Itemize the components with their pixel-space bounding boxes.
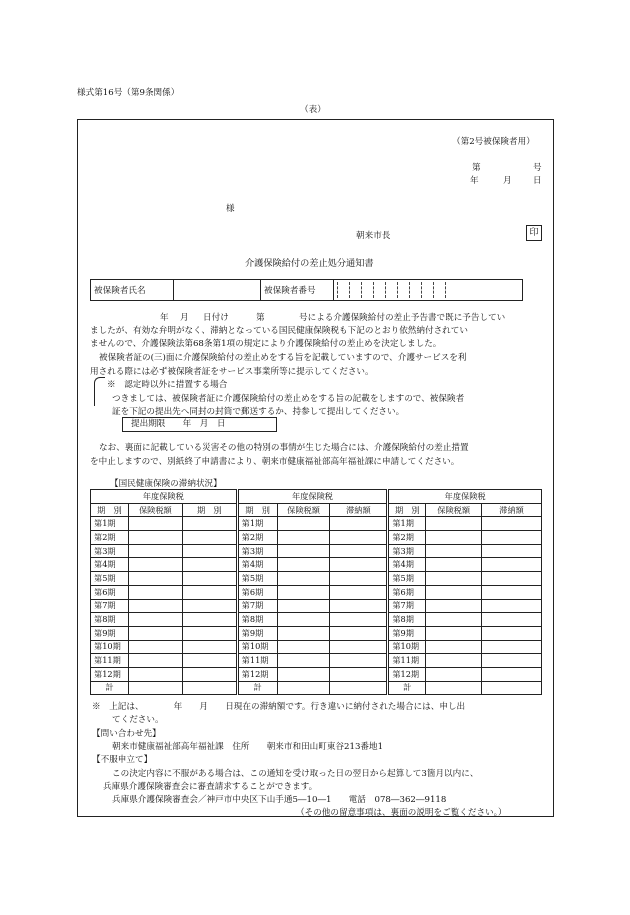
tax-amount-cell[interactable] [426, 626, 482, 640]
tax-period-label: 第10期 [388, 640, 426, 654]
table-row [91, 572, 542, 586]
date-month: 月 [503, 176, 512, 186]
tax-arrears-cell[interactable] [182, 558, 237, 572]
p3-line2: を中止しますので、別紙終了申請書により、朝来市健康福祉部高年福祉課に申請してください。 [90, 457, 460, 467]
insured-name-label: 被保険者氏名 [91, 280, 174, 301]
p1-day: 日付け [203, 313, 229, 323]
tax-amount-cell[interactable] [128, 640, 182, 654]
p3-line1: なお、裏面に記載している災害その他の特別の事情が生じた場合には、介護保険給付の差止措置 [99, 443, 469, 453]
table-row [91, 667, 542, 681]
tax-period-label: 第2期 [237, 531, 277, 545]
tax-amount-cell[interactable] [128, 613, 182, 627]
tax-arrears-cell[interactable] [182, 599, 237, 613]
tax-amount-cell[interactable] [426, 613, 482, 627]
tax-period-label: 第9期 [388, 626, 426, 640]
tax-total-label: 計 [388, 681, 426, 695]
tax-arrears-cell[interactable] [482, 544, 542, 558]
tax-amount-cell[interactable] [128, 531, 182, 545]
tax-period-label: 第4期 [237, 558, 277, 572]
tax-total-amount[interactable] [426, 681, 482, 695]
tax-period-label: 第12期 [237, 667, 277, 681]
tax-amount-cell[interactable] [128, 585, 182, 599]
tax-arrears-cell[interactable] [182, 585, 237, 599]
table-row [91, 654, 542, 668]
tax-arrears-cell[interactable] [330, 517, 388, 531]
p1-dai: 第 [256, 313, 265, 323]
tax-total-label: 計 [237, 681, 277, 695]
note-line1: つきましては、被保険者証に介護保険給付の差止めをする旨の記載をしますので、被保険者 [112, 394, 465, 404]
tax-period-label: 第12期 [388, 667, 426, 681]
p2-line1: 被保険者証の(三)面に介護保険給付の差止めをする旨を記載していますので、介護サービスを利 [99, 353, 467, 363]
tax-column-header: 滞納額 [330, 503, 388, 517]
tax-period-label: 第5期 [237, 572, 277, 586]
tax-amount-cell[interactable] [277, 544, 330, 558]
tax-amount-cell[interactable] [426, 544, 482, 558]
note-bracket [94, 377, 105, 406]
tax-total-label: 計 [91, 681, 129, 695]
p1-line1: 号による介護保険給付の差止予告書で既に予告してい [299, 313, 506, 323]
tax-arrears-cell[interactable] [482, 531, 542, 545]
tax-arrears-cell[interactable] [330, 531, 388, 545]
tax-amount-cell[interactable] [426, 599, 482, 613]
insured-fields [90, 279, 523, 301]
table-row [91, 626, 542, 640]
deadline-box: 提出期限 年 月 日 [122, 417, 277, 432]
tax-amount-cell[interactable] [128, 558, 182, 572]
tax-amount-cell[interactable] [128, 544, 182, 558]
tax-section-title: 【国民健康保険の滞納状況】 [110, 479, 222, 489]
tax-amount-cell[interactable] [277, 585, 330, 599]
tax-amount-cell[interactable] [128, 667, 182, 681]
tax-period-label: 第7期 [237, 599, 277, 613]
tax-period-label: 第5期 [91, 572, 129, 586]
table-row [91, 599, 542, 613]
tax-column-header: 期 別 [237, 503, 277, 517]
tax-arrears-cell[interactable] [182, 626, 237, 640]
tax-arrears-cell[interactable] [182, 654, 237, 668]
tax-total-amount[interactable] [277, 681, 330, 695]
p1-line3: ませんので、介護保険法第68条第1項の規定により介護保険給付の差止めを決定しました。 [90, 339, 442, 349]
tax-total-arrears[interactable] [482, 681, 542, 695]
appeal-heading: 【不服申立て】 [92, 755, 153, 765]
tax-period-label: 第8期 [388, 613, 426, 627]
tax-arrears-cell[interactable] [330, 599, 388, 613]
tax-table [90, 489, 542, 695]
tax-amount-cell[interactable] [277, 654, 330, 668]
table-row [91, 613, 542, 627]
insured-type: （第2号被保険者用） [452, 137, 535, 147]
tax-arrears-cell[interactable] [482, 613, 542, 627]
tax-period-label: 第9期 [91, 626, 129, 640]
side-label: （表） [300, 105, 326, 115]
doc-no-dai: 第 [472, 163, 481, 173]
tax-period-label: 第10期 [91, 640, 129, 654]
issuer: 朝来市長 [356, 231, 391, 241]
tax-amount-cell[interactable] [277, 626, 330, 640]
tax-arrears-cell[interactable] [182, 531, 237, 545]
appeal-line1: この決定内容に不服がある場合は、この通知を受け取った日の翌日から起算して3箇月以内に、 [112, 769, 479, 779]
tax-arrears-cell[interactable] [482, 572, 542, 586]
footer-note-2: てください。 [112, 715, 164, 725]
tax-period-label: 第4期 [91, 558, 129, 572]
tax-arrears-cell[interactable] [482, 626, 542, 640]
tax-column-header: 滞納額 [482, 503, 542, 517]
tax-arrears-cell[interactable] [482, 654, 542, 668]
tax-total-arrears[interactable] [330, 681, 388, 695]
tax-period-label: 第11期 [91, 654, 129, 668]
tax-arrears-cell[interactable] [330, 544, 388, 558]
tax-amount-cell[interactable] [277, 572, 330, 586]
tax-year-header-row [91, 490, 542, 504]
tax-amount-cell[interactable] [426, 585, 482, 599]
tax-year-header: 年度保険税 [388, 490, 542, 504]
tax-total-row [91, 681, 542, 695]
tax-arrears-cell[interactable] [182, 544, 237, 558]
tax-arrears-cell[interactable] [330, 626, 388, 640]
tax-period-label: 第12期 [91, 667, 129, 681]
tax-arrears-cell[interactable] [482, 640, 542, 654]
insured-number-label: 被保険者番号 [261, 280, 334, 301]
tax-period-label: 第1期 [388, 517, 426, 531]
tax-amount-cell[interactable] [426, 654, 482, 668]
tax-amount-cell[interactable] [426, 640, 482, 654]
tax-column-header: 保険税額 [277, 503, 330, 517]
tax-amount-cell[interactable] [128, 626, 182, 640]
tax-period-label: 第4期 [388, 558, 426, 572]
document-title: 介護保険給付の差止処分通知書 [245, 258, 374, 269]
footer-note-1: ※ 上記は、 年 月 日現在の滞納額です。行き違いに納付された場合には、申し出 [92, 702, 466, 712]
tax-amount-cell[interactable] [277, 558, 330, 572]
tax-period-label: 第2期 [388, 531, 426, 545]
tax-arrears-cell[interactable] [482, 585, 542, 599]
official-seal: 印 [526, 225, 542, 241]
tax-period-label: 第11期 [237, 654, 277, 668]
tax-amount-cell[interactable] [426, 531, 482, 545]
doc-no-go: 号 [533, 163, 542, 173]
tax-arrears-cell[interactable] [330, 613, 388, 627]
tax-arrears-cell[interactable] [330, 654, 388, 668]
tax-arrears-cell[interactable] [182, 640, 237, 654]
tax-column-header: 期 別 [182, 503, 237, 517]
tax-column-header: 保険税額 [426, 503, 482, 517]
tax-year-header: 年度保険税 [237, 490, 388, 504]
tax-amount-cell[interactable] [426, 572, 482, 586]
tax-amount-cell[interactable] [277, 531, 330, 545]
tax-period-label: 第1期 [237, 517, 277, 531]
tax-amount-cell[interactable] [426, 558, 482, 572]
tax-period-label: 第5期 [388, 572, 426, 586]
tax-amount-cell[interactable] [277, 640, 330, 654]
tax-amount-cell[interactable] [277, 613, 330, 627]
tax-period-label: 第11期 [388, 654, 426, 668]
tax-amount-cell[interactable] [128, 599, 182, 613]
tax-arrears-cell[interactable] [182, 613, 237, 627]
tax-arrears-cell[interactable] [330, 640, 388, 654]
tax-period-label: 第2期 [91, 531, 129, 545]
tax-period-label: 第1期 [91, 517, 129, 531]
tax-period-label: 第3期 [237, 544, 277, 558]
tax-amount-cell[interactable] [277, 667, 330, 681]
table-row [91, 640, 542, 654]
tax-arrears-cell[interactable] [482, 667, 542, 681]
tax-arrears-cell[interactable] [482, 517, 542, 531]
tax-period-label: 第10期 [237, 640, 277, 654]
tax-column-header: 保険税額 [128, 503, 182, 517]
tax-column-header: 期 別 [388, 503, 426, 517]
p1-line2: ましたが、有効な弁明がなく、滞納となっている国民健康保険税も下記のとおり依然納付されてい [90, 326, 468, 336]
tax-period-label: 第7期 [91, 599, 129, 613]
tax-period-label: 第8期 [237, 613, 277, 627]
tax-arrears-cell[interactable] [482, 558, 542, 572]
table-row [91, 558, 542, 572]
appeal-line2: 兵庫県介護保険審査会に審査請求することができます。 [103, 782, 318, 792]
tax-period-label: 第6期 [237, 585, 277, 599]
tax-period-label: 第7期 [388, 599, 426, 613]
tax-period-label: 第3期 [388, 544, 426, 558]
table-row [91, 531, 542, 545]
p1-month: 月 [180, 313, 189, 323]
date-year: 年 [470, 176, 479, 186]
note-line2: 証を下記の提出先へ同封の封筒で郵送するか、持参して提出してください。 [112, 407, 405, 417]
tax-arrears-cell[interactable] [482, 599, 542, 613]
tax-period-label: 第6期 [388, 585, 426, 599]
tax-total-amount[interactable] [128, 681, 182, 695]
tax-column-header-row [91, 503, 542, 517]
tax-period-label: 第9期 [237, 626, 277, 640]
tax-arrears-cell[interactable] [330, 585, 388, 599]
tax-column-header: 期 別 [91, 503, 129, 517]
tax-total-arrears[interactable] [182, 681, 237, 695]
tax-amount-cell[interactable] [277, 599, 330, 613]
closing-note: （その他の留意事項は、裏面の説明をご覧ください。） [296, 808, 507, 818]
insured-name-value[interactable] [174, 280, 261, 301]
tax-year-header: 年度保険税 [91, 490, 238, 504]
addressee-suffix: 様 [226, 204, 235, 214]
tax-amount-cell[interactable] [426, 667, 482, 681]
tax-arrears-cell[interactable] [182, 517, 237, 531]
contact-heading: 【問い合わせ先】 [92, 729, 161, 739]
contact-body: 朝来市健康福祉部高年福祉課 住所 朝来市和田山町東谷213番地1 [112, 742, 384, 752]
form-number: 様式第16号（第9条関係） [77, 88, 180, 98]
tax-amount-cell[interactable] [128, 654, 182, 668]
p2-line2: 用される際には必ず被保険者証をサービス事業所等に提示してください。 [90, 367, 374, 377]
appeal-address: 兵庫県介護保険審査会／神戸市中央区下山手通5―10―1 電話 078―362―9118 [112, 795, 447, 805]
tax-arrears-cell[interactable] [182, 667, 237, 681]
tax-arrears-cell[interactable] [182, 572, 237, 586]
table-row [91, 585, 542, 599]
date-day: 日 [533, 176, 542, 186]
table-row [91, 517, 542, 531]
tax-arrears-cell[interactable] [330, 572, 388, 586]
tax-period-label: 第6期 [91, 585, 129, 599]
tax-amount-cell[interactable] [128, 572, 182, 586]
tax-period-label: 第8期 [91, 613, 129, 627]
tax-arrears-cell[interactable] [330, 558, 388, 572]
tax-amount-cell[interactable] [426, 517, 482, 531]
insured-number-value[interactable] [334, 280, 523, 301]
table-row [91, 544, 542, 558]
tax-amount-cell[interactable] [277, 517, 330, 531]
tax-amount-cell[interactable] [128, 517, 182, 531]
p1-year: 年 [160, 313, 169, 323]
note-title: ※ 認定時以外に措置する場合 [107, 380, 228, 390]
tax-period-label: 第3期 [91, 544, 129, 558]
tax-arrears-cell[interactable] [330, 667, 388, 681]
